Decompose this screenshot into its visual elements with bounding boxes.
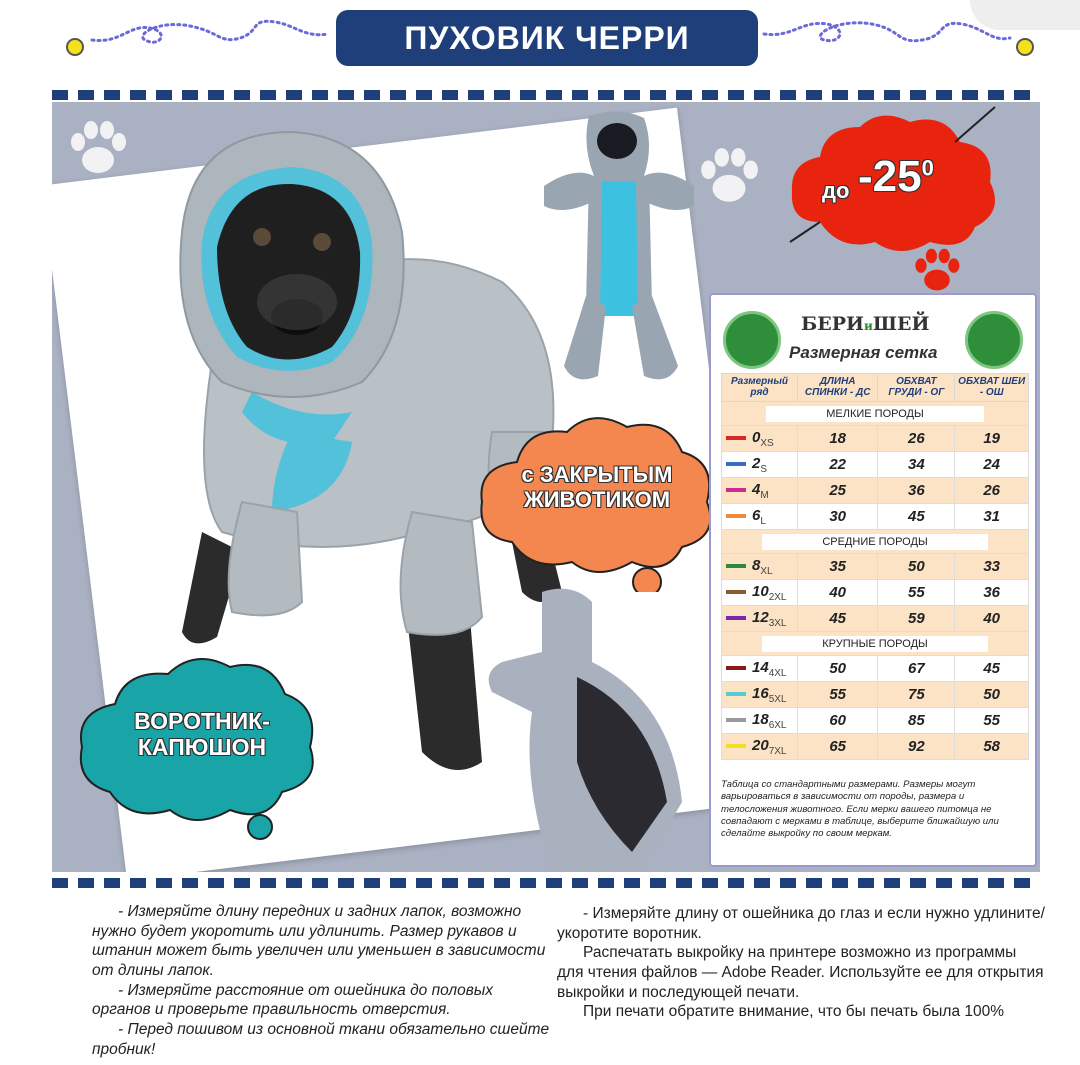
size-table-body: [722, 402, 1029, 760]
osh-cell: 24: [955, 452, 1029, 478]
instruction-paragraph: При печати обратите внимание, что бы печать была 100%: [583, 1003, 1005, 1021]
paw-icon: [66, 120, 130, 180]
size-suffix: XS: [760, 437, 774, 449]
group-row: [722, 402, 1029, 426]
osh-cell: 26: [955, 478, 1029, 504]
size-cell: [722, 426, 798, 452]
size-cell: [722, 682, 798, 708]
osh-cell: 31: [955, 504, 1029, 530]
ds-cell: 50: [798, 656, 878, 682]
ds-cell: 35: [798, 554, 878, 580]
osh-cell: 45: [955, 656, 1029, 682]
size-cell: [722, 580, 798, 606]
ds-cell: 60: [798, 708, 878, 734]
instruction-paragraph: - Измеряйте расстояние от ошейника до половых органов и проверьте правильность отверстия.: [92, 981, 494, 1019]
temperature-value: [858, 152, 934, 203]
size-cell: [722, 452, 798, 478]
red-paw-icon: [910, 248, 964, 296]
size-cell: [722, 554, 798, 580]
group-row: [722, 632, 1029, 656]
size-color-swatch: [726, 564, 746, 568]
size-number: 12: [752, 608, 769, 626]
size-color-swatch: [726, 692, 746, 696]
osh-cell: 55: [955, 708, 1029, 734]
collar-label: [102, 708, 302, 761]
size-color-swatch: [726, 488, 746, 492]
table-header-row: [722, 374, 1029, 402]
jumpsuit-front-photo: [534, 106, 704, 396]
size-suffix: 5XL: [768, 693, 787, 705]
brand-right: ШЕЙ: [872, 313, 930, 335]
ds-cell: 30: [798, 504, 878, 530]
paw-icon: [696, 146, 762, 210]
osh-cell: 33: [955, 554, 1029, 580]
og-cell: 92: [878, 734, 955, 760]
table-row: [722, 734, 1029, 760]
group-cell: [722, 632, 1029, 656]
og-cell: 75: [878, 682, 955, 708]
right-dotted-swirl: [762, 14, 1012, 50]
size-color-swatch: [726, 436, 746, 440]
chart-note: Таблица со стандартными размерами. Размеры могут варьироваться в зависимости от породы, размера и телосложения животного. Если мерки вашего питомца не совпадают с мерками в таблице, выберите ближайшую или сделайте выкройку по своим меркам.: [721, 779, 999, 840]
brand-left: БЕРИ: [801, 313, 864, 335]
size-color-swatch: [726, 718, 746, 722]
belly-line-1: с ЗАКРЫТЫМ: [521, 462, 673, 487]
ds-cell: 25: [798, 478, 878, 504]
og-cell: 36: [878, 478, 955, 504]
instructions-left: [92, 902, 552, 1059]
size-cell: [722, 606, 798, 632]
brand-name: [801, 313, 929, 335]
size-color-swatch: [726, 744, 746, 748]
group-name: МЕЛКИЕ ПОРОДЫ: [766, 406, 984, 422]
instruction-paragraph: - Перед пошивом из основной ткани обязательно сшейте пробник!: [92, 1021, 550, 1058]
og-cell: 45: [878, 504, 955, 530]
osh-cell: 19: [955, 426, 1029, 452]
instructions-right: [557, 904, 1047, 1022]
size-cell: [722, 656, 798, 682]
size-chart: [709, 293, 1037, 867]
size-number: 20: [752, 736, 769, 754]
table-row: [722, 478, 1029, 504]
page-title: ПУХОВИК ЧЕРРИ: [336, 10, 758, 66]
table-row: [722, 580, 1029, 606]
size-color-swatch: [726, 514, 746, 518]
og-cell: 85: [878, 708, 955, 734]
table-row: [722, 554, 1029, 580]
temperature-prefix: до: [822, 178, 850, 203]
top-stripe: [52, 90, 1040, 100]
size-suffix: L: [760, 515, 766, 527]
size-table: [721, 373, 1029, 760]
left-dotted-swirl: [90, 14, 330, 50]
instruction-paragraph: - Измеряйте длину передних и задних лапок, возможно нужно будет укоротить или удлинить. Размер рукавов и штанин может быть увеличен или уменьшен в зависимости от длины лапок.: [92, 903, 546, 980]
group-cell: [722, 402, 1029, 426]
osh-cell: 58: [955, 734, 1029, 760]
jumpsuit-inside-photo: [482, 582, 702, 872]
og-cell: 34: [878, 452, 955, 478]
size-color-swatch: [726, 666, 746, 670]
group-cell: [722, 530, 1029, 554]
og-cell: 67: [878, 656, 955, 682]
ds-cell: 18: [798, 426, 878, 452]
temperature-degree: 0: [921, 155, 934, 181]
header-osh: ОБХВАТ ШЕИ - ОШ: [955, 374, 1029, 402]
collar-line-2: КАПЮШОН: [137, 734, 267, 761]
size-cell: [722, 504, 798, 530]
size-number: 18: [752, 710, 769, 728]
size-suffix: S: [760, 463, 768, 475]
ds-cell: 40: [798, 580, 878, 606]
ds-cell: 22: [798, 452, 878, 478]
table-row: [722, 504, 1029, 530]
size-suffix: 6XL: [768, 719, 787, 731]
paw-logo-left: [723, 311, 781, 369]
right-dot: [1016, 38, 1034, 56]
og-cell: 55: [878, 580, 955, 606]
bottom-stripe: [52, 878, 1040, 888]
size-color-swatch: [726, 590, 746, 594]
size-cell: [722, 478, 798, 504]
table-row: [722, 606, 1029, 632]
group-name: СРЕДНИЕ ПОРОДЫ: [762, 534, 987, 550]
osh-cell: 36: [955, 580, 1029, 606]
table-row: [722, 426, 1029, 452]
table-row: [722, 656, 1029, 682]
og-cell: 26: [878, 426, 955, 452]
size-number: 2: [752, 454, 761, 472]
osh-cell: 40: [955, 606, 1029, 632]
ds-cell: 65: [798, 734, 878, 760]
size-number: 16: [752, 684, 769, 702]
size-number: 6: [752, 506, 761, 524]
table-row: [722, 452, 1029, 478]
size-suffix: 4XL: [768, 667, 787, 679]
size-suffix: 2XL: [768, 591, 787, 603]
osh-cell: 50: [955, 682, 1029, 708]
chart-subtitle: Размерная сетка: [789, 343, 938, 362]
size-suffix: 7XL: [768, 745, 787, 757]
paw-logo-right: [965, 311, 1023, 369]
group-name: КРУПНЫЕ ПОРОДЫ: [762, 636, 988, 652]
size-number: 10: [752, 582, 769, 600]
size-number: 14: [752, 658, 769, 676]
size-cell: [722, 708, 798, 734]
size-color-swatch: [726, 616, 746, 620]
temperature-number: -25: [858, 152, 922, 201]
instruction-paragraph: - Измеряйте длину от ошейника до глаз и если нужно удлините/укоротите воротник.: [557, 905, 1045, 942]
table-row: [722, 708, 1029, 734]
belly-label: [492, 462, 702, 513]
left-dot: [66, 38, 84, 56]
brand-mid: и: [863, 319, 873, 333]
size-number: 8: [752, 556, 761, 574]
size-number: 4: [752, 480, 761, 498]
ds-cell: 55: [798, 682, 878, 708]
og-cell: 59: [878, 606, 955, 632]
size-suffix: 3XL: [768, 617, 787, 629]
belly-line-2: ЖИВОТИКОМ: [523, 487, 671, 513]
size-number: 0: [752, 428, 761, 446]
size-color-swatch: [726, 462, 746, 466]
size-cell: [722, 734, 798, 760]
collar-line-1: ВОРОТНИК-: [134, 708, 270, 734]
table-row: [722, 682, 1029, 708]
header-ds: ДЛИНА СПИНКИ - ДС: [798, 374, 878, 402]
header-og: ОБХВАТ ГРУДИ - ОГ: [878, 374, 955, 402]
size-suffix: M: [760, 489, 769, 501]
ds-cell: 45: [798, 606, 878, 632]
instruction-paragraph: Распечатать выкройку на принтере возможно из программы для чтения файлов — Adobe Reader. Используйте ее для открытия выкройки и последующей печати.: [557, 944, 1044, 1001]
og-cell: 50: [878, 554, 955, 580]
size-suffix: XL: [760, 565, 773, 577]
group-row: [722, 530, 1029, 554]
header-size: Размерный ряд: [722, 374, 798, 402]
